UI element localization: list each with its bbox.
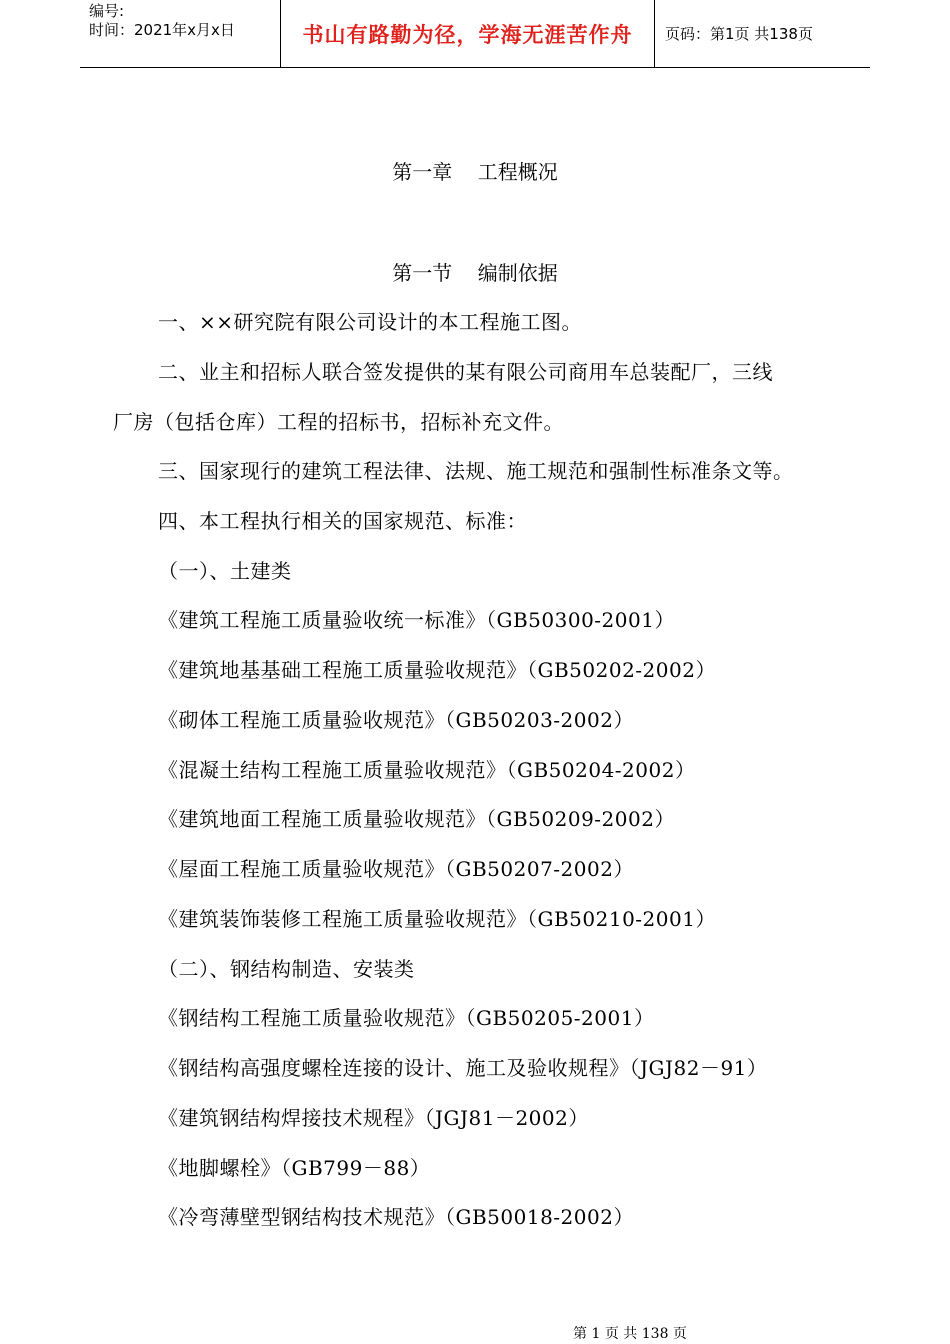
paragraph: 《钢结构工程施工质量验收规范》（GB50205-2001）: [158, 1006, 655, 1030]
section-title: 第一节 编制依据: [392, 261, 558, 285]
header-mid-cell: [281, 0, 655, 67]
paragraph: 《屋面工程施工质量验收规范》（GB50207-2002）: [158, 857, 634, 881]
paragraph: 《钢结构高强度螺栓连接的设计、施工及验收规程》（JGJ82－91）: [158, 1056, 768, 1080]
paragraph: 二、业主和招标人联合签发提供的某有限公司商用车总装配厂，三线: [158, 360, 773, 384]
serial-label: 编号:: [89, 2, 125, 20]
paragraph: 《建筑地基基础工程施工质量验收规范》（GB50202-2002）: [158, 658, 716, 682]
paragraph: 《混凝土结构工程施工质量验收规范》（GB50204-2002）: [158, 758, 696, 782]
paragraph: 一、××研究院有限公司设计的本工程施工图。: [158, 310, 583, 334]
paragraph: 厂房（包括仓库）工程的招标书，招标补充文件。: [113, 410, 564, 434]
paragraph: 《冷弯薄壁型钢结构技术规范》（GB50018-2002）: [158, 1205, 634, 1229]
paragraph: 《建筑工程施工质量验收统一标准》（GB50300-2001）: [158, 608, 675, 632]
page-info: 页码：第1页 共138页: [665, 25, 813, 43]
paragraph: 《建筑地面工程施工质量验收规范》（GB50209-2002）: [158, 807, 675, 831]
paragraph: 四、本工程执行相关的国家规范、标准：: [158, 509, 527, 533]
motto-text: 书山有路勤为径，学海无涯苦作舟: [302, 22, 633, 47]
paragraph: （一）、土建类: [158, 559, 292, 583]
page-footer: 第 1 页 共 138 页: [573, 1326, 687, 1342]
paragraph: 《建筑装饰装修工程施工质量验收规范》（GB50210-2001）: [158, 907, 716, 931]
paragraph: 《建筑钢结构焊接技术规程》（JGJ81－2002）: [158, 1106, 589, 1130]
document-header: [80, 0, 870, 68]
header-right-cell: [655, 0, 870, 67]
time-label: 时间：2021年x月x日: [89, 21, 235, 39]
header-left-cell: [80, 0, 281, 67]
paragraph: 《砌体工程施工质量验收规范》（GB50203-2002）: [158, 708, 634, 732]
paragraph: 《地脚螺栓》（GB799－88）: [158, 1156, 431, 1180]
chapter-title: 第一章 工程概况: [392, 160, 558, 184]
paragraph: （二）、钢结构制造、安装类: [158, 957, 415, 981]
paragraph: 三、国家现行的建筑工程法律、法规、施工规范和强制性标准条文等。: [158, 459, 794, 483]
